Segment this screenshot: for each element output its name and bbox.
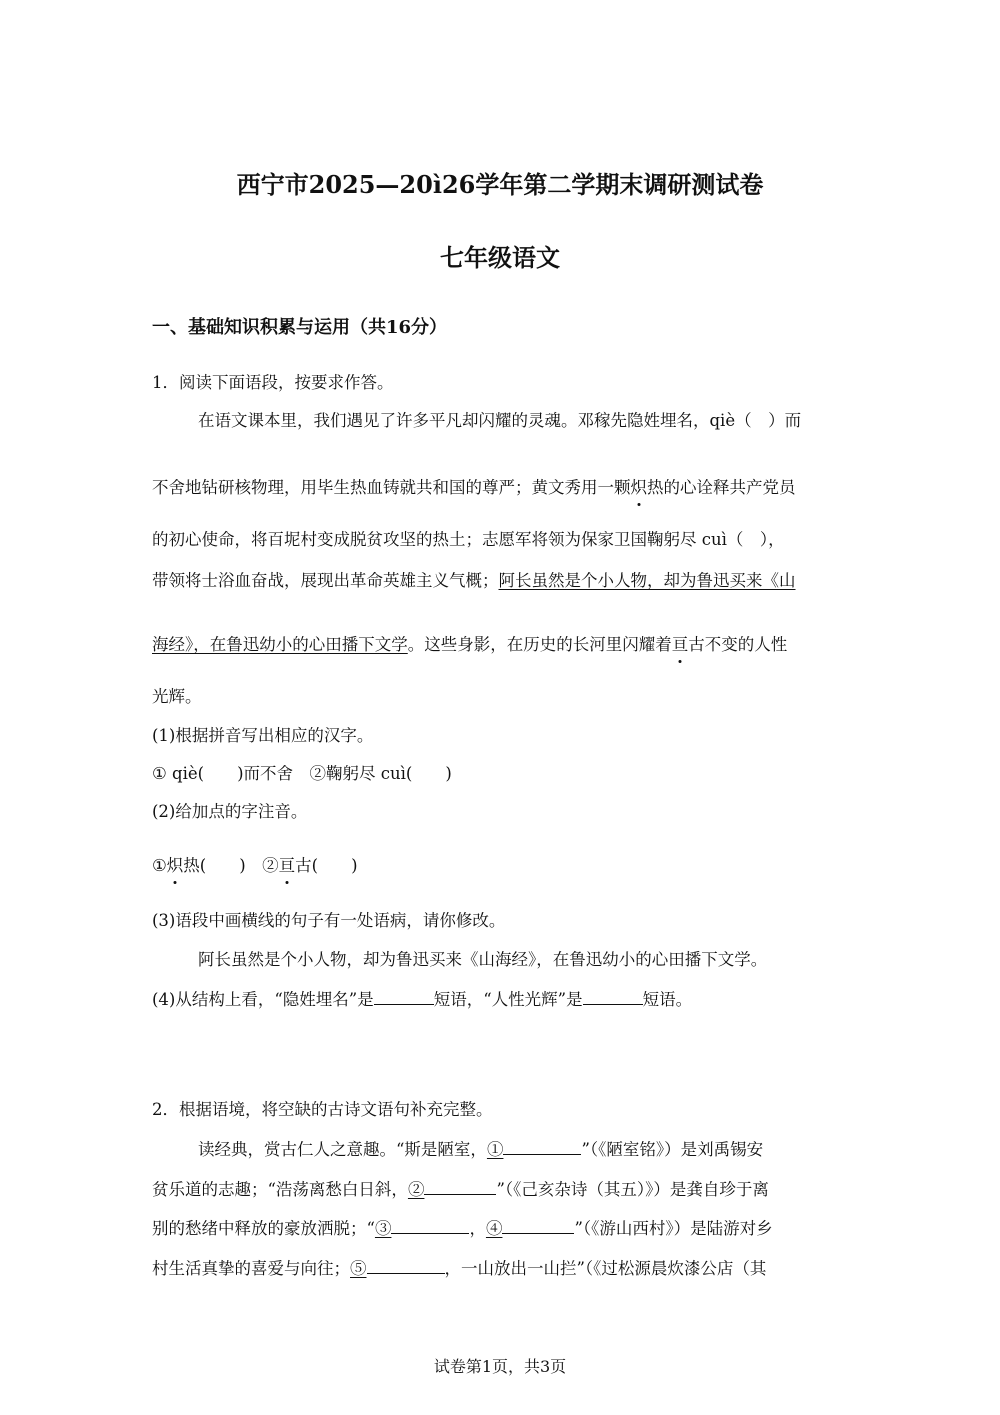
- answer-blank[interactable]: [367, 1255, 445, 1274]
- question-1-prompt: 1．阅读下面语段，按要求作答。: [152, 373, 394, 392]
- passage-text: 贫乐道的志趣；“浩荡离愁白日斜，: [152, 1180, 408, 1199]
- page-footer: 试卷第1页，共3页: [433, 1357, 567, 1376]
- poem-line-2: [152, 1176, 852, 1203]
- passage-text: ，: [469, 1219, 486, 1238]
- question-text: (4)从结构上看，“隐姓埋名”是: [152, 990, 374, 1009]
- item-number: ①: [152, 856, 167, 875]
- sub-question-3: (3)语段中画横线的句子有一处语病，请你修改。: [152, 911, 506, 930]
- passage-line-3: 的初心使命，将百坭村变成脱贫攻坚的热土；志愿军将领为保家卫国鞠躬尽 cuì（ ），: [152, 530, 785, 549]
- dotted-char: 亘: [279, 853, 296, 879]
- sub-question-2: (2)给加点的字注音。: [152, 802, 308, 821]
- question-text: 短语，“人性光辉”是: [433, 990, 583, 1009]
- item-text: 热( ) ②: [183, 856, 279, 875]
- passage-text: ”（《己亥杂诗（其五）》）是龚自珍于离: [496, 1180, 769, 1199]
- question-2-prompt: 2．根据语境，将空缺的古诗文语句补充完整。: [152, 1100, 493, 1119]
- passage-text: 。这些身影，在历史的长河里闪耀着: [407, 635, 672, 654]
- passage-text: 村生活真挚的喜爱与向往；: [152, 1259, 350, 1278]
- blank-number: ②: [407, 1180, 425, 1199]
- exam-title: 西宁市2025—20ì26学年第二学期末调研测试卷: [236, 170, 764, 199]
- passage-line-1: 在语文课本里，我们遇见了许多平凡却闪耀的灵魂。邓稼先隐姓埋名，qiè（ ）而: [198, 411, 802, 430]
- blank-number: ④: [485, 1219, 503, 1238]
- passage-line-4: [152, 568, 852, 594]
- underlined-sentence: 阿长虽然是个小人物，却为鲁迅买来《山: [498, 571, 796, 590]
- dotted-char: 炽: [167, 853, 184, 879]
- sub-question-1-items: ① qiè( )而不舍 ②鞠躬尽 cuì( ): [152, 764, 452, 783]
- answer-blank[interactable]: [424, 1176, 496, 1195]
- sub-question-2-items: [152, 853, 852, 879]
- sub-question-3-sentence: 阿长虽然是个小人物，却为鲁迅买来《山海经》，在鲁迅幼小的心田播下文学。: [198, 950, 768, 969]
- passage-text: 别的愁绪中释放的豪放洒脱；“: [152, 1219, 375, 1238]
- underlined-sentence: 海经》，在鲁迅幼小的心田播下文学: [152, 635, 408, 654]
- passage-text: ”（《游山西村》）是陆游对乡: [574, 1219, 773, 1238]
- answer-blank[interactable]: [374, 986, 434, 1005]
- answer-blank[interactable]: [503, 1136, 581, 1155]
- poem-line-3: [152, 1215, 852, 1242]
- item-text: 古( ): [295, 856, 358, 875]
- passage-text: 古不变的人性: [688, 635, 788, 654]
- passage-text: ，一山放出一山拦”（《过松源晨炊漆公店（其: [444, 1259, 767, 1278]
- blank-number: ③: [374, 1219, 392, 1238]
- dotted-char: 炽: [631, 475, 648, 501]
- answer-blank[interactable]: [391, 1215, 469, 1234]
- poem-line-4: [152, 1255, 852, 1282]
- dotted-char: 亘: [672, 632, 689, 658]
- answer-blank[interactable]: [583, 986, 643, 1005]
- blank-number: ⑤: [350, 1259, 367, 1278]
- poem-line-1: [198, 1136, 898, 1163]
- answer-blank[interactable]: [502, 1215, 574, 1234]
- passage-text: 带领将士浴血奋战，展现出革命英雄主义气概；: [152, 571, 499, 590]
- sub-question-1: (1)根据拼音写出相应的汉字。: [152, 726, 374, 745]
- section-heading: 一、基础知识积累与运用（共16分）: [152, 317, 448, 338]
- passage-text: ”（《陋室铭》）是刘禹锡安: [581, 1140, 764, 1159]
- passage-line-6: 光辉。: [152, 687, 202, 706]
- question-text: 短语。: [642, 990, 693, 1009]
- passage-line-5: [152, 632, 852, 658]
- passage-line-2: [152, 475, 852, 501]
- exam-subtitle: 七年级语文: [440, 243, 560, 272]
- passage-text: 读经典，赏古仁人之意趣。“斯是陋室，: [198, 1140, 487, 1159]
- passage-text: 不舍地钻研核物理，用毕生热血铸就共和国的尊严；黄文秀用一颗: [152, 478, 631, 497]
- blank-number: ①: [486, 1140, 504, 1159]
- passage-text: 热的心诠释共产党员: [647, 478, 796, 497]
- sub-question-4: [152, 986, 852, 1013]
